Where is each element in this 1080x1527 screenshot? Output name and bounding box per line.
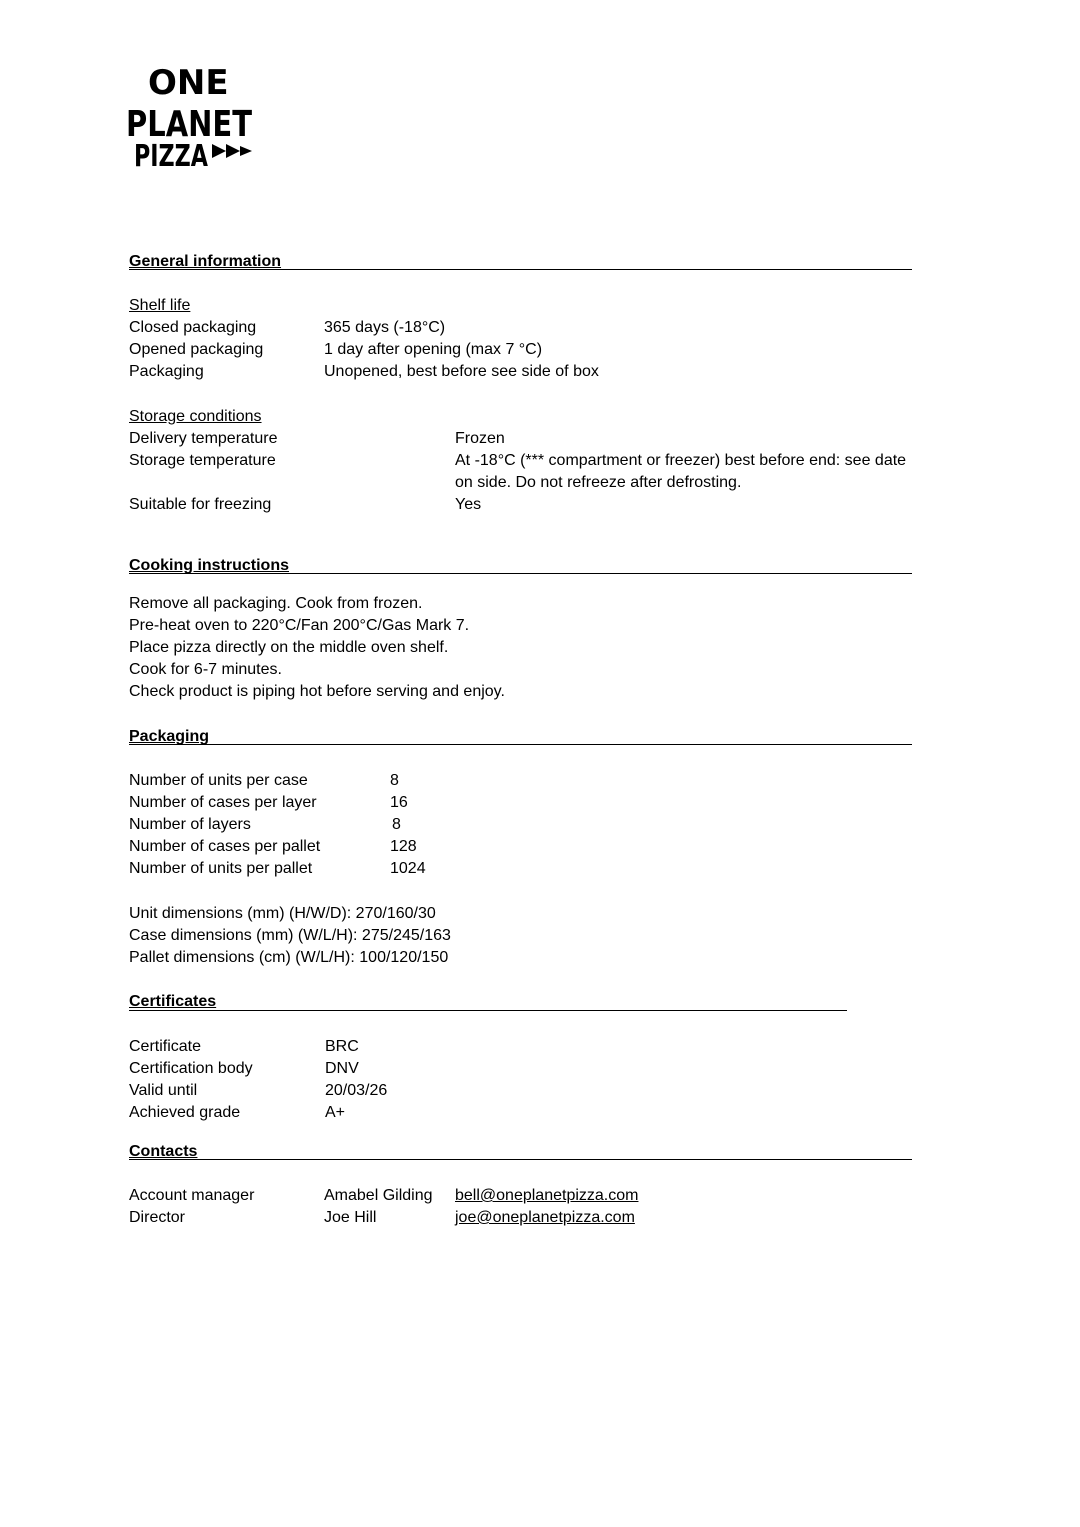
cooking-instructions-heading: Cooking instructions xyxy=(129,557,289,574)
certification-body-value: DNV xyxy=(325,1060,359,1077)
units-per-case-label: Number of units per case xyxy=(129,772,308,789)
contacts-heading: Contacts xyxy=(129,1143,198,1160)
unit-dimensions: Unit dimensions (mm) (H/W/D): 270/160/30 xyxy=(129,905,436,922)
number-of-layers-value: 8 xyxy=(392,816,401,833)
packaging-value: Unopened, best before see side of box xyxy=(324,363,599,380)
achieved-grade-value: A+ xyxy=(325,1104,346,1121)
cooking-instructions-rule xyxy=(129,573,912,574)
closed-packaging-label: Closed packaging xyxy=(129,319,257,336)
director-email-link[interactable]: joe@oneplanetpizza.com xyxy=(455,1209,635,1226)
packaging-heading: Packaging xyxy=(129,728,210,745)
cooking-line: Place pizza directly on the middle oven shelf. xyxy=(129,639,449,656)
number-of-layers-label: Number of layers xyxy=(129,816,251,833)
storage-temperature-value: At -18°C (*** compartment or freezer) best before end: see date xyxy=(455,452,907,469)
certificate-value: BRC xyxy=(325,1038,359,1055)
storage-temperature-label: Storage temperature xyxy=(129,452,276,469)
delivery-temperature-value: Frozen xyxy=(455,430,505,447)
packaging-rule xyxy=(129,744,912,745)
cooking-line: Pre-heat oven to 220°C/Fan 200°C/Gas Mark 7. xyxy=(129,617,470,634)
units-per-pallet-value: 1024 xyxy=(390,860,426,877)
account-manager-name: Amabel Gilding xyxy=(324,1187,433,1204)
case-dimensions: Case dimensions (mm) (W/L/H): 275/245/163 xyxy=(129,927,451,944)
suitable-for-freezing-label: Suitable for freezing xyxy=(129,496,272,513)
logo-line-2: PLANET xyxy=(126,104,253,145)
closed-packaging-value: 365 days (-18°C) xyxy=(324,319,446,336)
opened-packaging-value: 1 day after opening (max 7 °C) xyxy=(324,341,543,358)
cooking-line: Check product is piping hot before serving and enjoy. xyxy=(129,683,505,700)
cases-per-pallet-value: 128 xyxy=(390,838,417,855)
valid-until-value: 20/03/26 xyxy=(325,1082,388,1099)
certification-body-label: Certification body xyxy=(129,1060,253,1077)
packaging-label: Packaging xyxy=(129,363,204,380)
valid-until-label: Valid until xyxy=(129,1082,198,1099)
cooking-line: Remove all packaging. Cook from frozen. xyxy=(129,595,423,612)
opened-packaging-label: Opened packaging xyxy=(129,341,264,358)
logo-arrow-icon xyxy=(212,144,252,158)
achieved-grade-label: Achieved grade xyxy=(129,1104,241,1121)
cases-per-pallet-label: Number of cases per pallet xyxy=(129,838,321,855)
pallet-dimensions: Pallet dimensions (cm) (W/L/H): 100/120/150 xyxy=(129,949,449,966)
cases-per-layer-label: Number of cases per layer xyxy=(129,794,317,811)
contacts-rule xyxy=(129,1159,912,1160)
director-role: Director xyxy=(129,1209,186,1226)
general-information-heading: General information xyxy=(129,253,282,270)
general-information-rule xyxy=(129,269,912,270)
account-manager-email-link[interactable]: bell@oneplanetpizza.com xyxy=(455,1187,639,1204)
storage-conditions-label: Storage conditions xyxy=(129,408,262,425)
cooking-line: Cook for 6-7 minutes. xyxy=(129,661,282,678)
logo-line-3: PIZZA xyxy=(134,139,209,174)
logo-line-1: ONE xyxy=(148,63,229,103)
suitable-for-freezing-value: Yes xyxy=(455,496,482,513)
director-name: Joe Hill xyxy=(324,1209,377,1226)
account-manager-role: Account manager xyxy=(129,1187,255,1204)
certificates-heading: Certificates xyxy=(129,993,217,1010)
delivery-temperature-label: Delivery temperature xyxy=(129,430,278,447)
units-per-pallet-label: Number of units per pallet xyxy=(129,860,313,877)
shelf-life-label: Shelf life xyxy=(129,297,191,314)
cases-per-layer-value: 16 xyxy=(390,794,408,811)
certificate-label: Certificate xyxy=(129,1038,202,1055)
storage-temperature-value-line-2: on side. Do not refreeze after defrosting. xyxy=(455,474,742,491)
one-planet-pizza-logo xyxy=(124,60,259,172)
units-per-case-value: 8 xyxy=(390,772,399,789)
certificates-rule xyxy=(129,1010,847,1011)
